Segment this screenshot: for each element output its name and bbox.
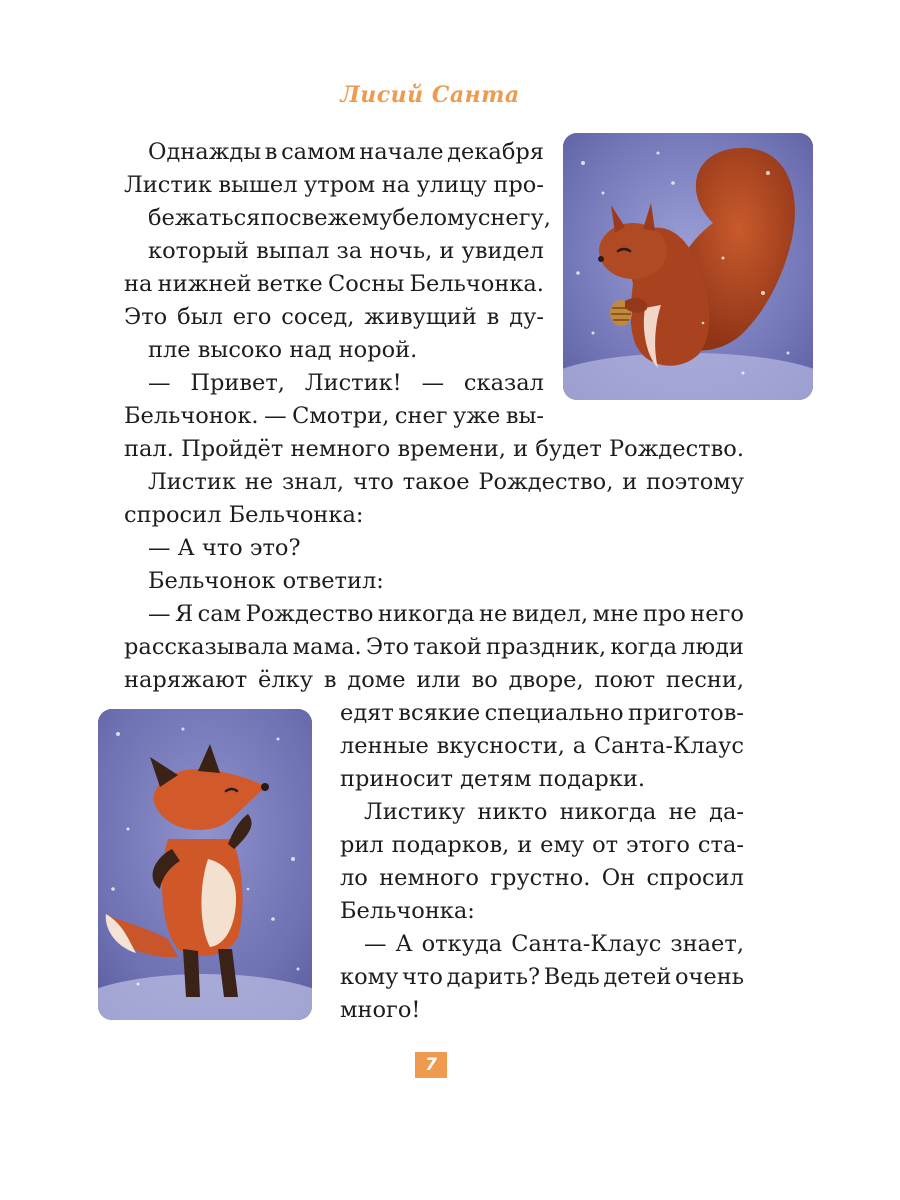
text-line	[148, 532, 300, 565]
text-line	[124, 268, 544, 301]
word: никогда	[377, 601, 475, 627]
word: праздник,	[485, 634, 607, 660]
word: вкусности,	[436, 733, 565, 759]
word: самом	[281, 139, 356, 165]
word: приготов-	[628, 700, 744, 726]
word: и	[622, 469, 638, 495]
word: ёлку	[258, 667, 313, 693]
word: спросил	[646, 865, 744, 891]
word: не	[479, 601, 508, 627]
word: Сосны	[327, 271, 405, 297]
word: — А что это?	[148, 535, 301, 561]
word: ста-	[697, 832, 744, 858]
word: немного	[290, 436, 391, 462]
word: живущий	[364, 304, 477, 330]
word: на	[381, 172, 411, 198]
word: в	[264, 139, 278, 165]
word: подарков,	[391, 832, 510, 858]
page-number: 7	[415, 1052, 447, 1078]
word: Он	[601, 865, 636, 891]
text-line	[148, 565, 400, 598]
word: утром	[304, 172, 376, 198]
word: —	[421, 370, 445, 396]
word: Это	[365, 634, 410, 660]
word: Бельчонок.	[124, 403, 259, 429]
word: едят	[340, 700, 394, 726]
word: про	[642, 601, 686, 627]
text-line	[364, 928, 744, 961]
word: Пройдёт	[181, 436, 284, 462]
word: Листик	[148, 469, 236, 495]
word: Ведь	[543, 964, 600, 990]
text-line	[124, 400, 544, 433]
word: кому	[340, 964, 399, 990]
word: сам	[197, 601, 242, 627]
word: не	[668, 799, 697, 825]
word: приносит детям подарки.	[340, 766, 646, 792]
word: наряжают	[124, 667, 248, 693]
word: Я	[174, 601, 194, 627]
word: не	[244, 469, 274, 495]
word: знает,	[670, 931, 744, 957]
word: него	[690, 601, 744, 627]
word: Бельчонка:	[340, 898, 475, 924]
word: Листик	[124, 172, 212, 198]
text-line	[340, 697, 744, 730]
text-line	[124, 664, 744, 697]
word: всякие	[398, 700, 481, 726]
text-line	[148, 202, 551, 235]
word: ленные	[340, 733, 429, 759]
word: откуда	[421, 931, 503, 957]
word: выпал	[256, 238, 330, 264]
word: такой	[413, 634, 482, 660]
word: грустно.	[490, 865, 591, 891]
word: вы-	[505, 403, 544, 429]
word: очень	[675, 964, 744, 990]
text-line	[148, 367, 544, 400]
word: мама.	[292, 634, 362, 660]
word: мне	[592, 601, 639, 627]
squirrel-with-pinecone-icon	[563, 133, 813, 400]
text-line	[340, 895, 475, 928]
squirrel-illustration	[563, 133, 813, 400]
text-line	[340, 862, 744, 895]
word: рассказывала	[124, 634, 289, 660]
word: дарить?	[446, 964, 541, 990]
word: начале	[359, 139, 444, 165]
word: Рождество.	[609, 436, 744, 462]
word: за	[336, 238, 363, 264]
word: —	[148, 370, 171, 396]
word: да-	[709, 799, 744, 825]
text-line	[364, 796, 744, 829]
word: пле высоко над норой.	[148, 337, 418, 363]
word: сказал	[463, 370, 544, 396]
word: его	[232, 304, 272, 330]
word: Листик!	[304, 370, 402, 396]
word: спросил Бельчонка:	[124, 502, 364, 528]
word: Привет,	[190, 370, 285, 396]
word: ему	[540, 832, 585, 858]
word: Санта-Клаус	[593, 733, 744, 759]
word: Рождество,	[478, 469, 614, 495]
word: поют	[594, 667, 656, 693]
word: рил	[340, 832, 384, 858]
word: что	[352, 469, 394, 495]
word: специально	[484, 700, 624, 726]
word: белому	[392, 205, 478, 231]
word: который	[148, 238, 249, 264]
running-title: Лисий Санта	[340, 82, 520, 108]
standing-fox-icon	[98, 709, 312, 1020]
text-line	[340, 994, 420, 1027]
word: что	[402, 964, 443, 990]
word: и	[513, 436, 529, 462]
text-line	[340, 829, 744, 862]
word: ду-	[509, 304, 544, 330]
text-line	[340, 961, 744, 994]
text-line	[124, 499, 370, 532]
word: А	[395, 931, 413, 957]
word: видел,	[511, 601, 589, 627]
word: про-	[493, 172, 544, 198]
word: на	[124, 271, 153, 297]
word: свежему	[289, 205, 393, 231]
word: улицу	[416, 172, 487, 198]
word: был	[177, 304, 223, 330]
word: Бельчонок ответил:	[148, 568, 384, 594]
word: вышел	[218, 172, 298, 198]
word: Однажды	[148, 139, 262, 165]
word: декабря	[447, 139, 544, 165]
word: нижней	[157, 271, 252, 297]
text-line	[124, 301, 544, 334]
word: уже	[453, 403, 501, 429]
word: бежаться	[148, 205, 261, 231]
word: снегу,	[477, 205, 551, 231]
word: во	[471, 667, 498, 693]
word: немного	[379, 865, 479, 891]
word: Смотри,	[292, 403, 390, 429]
word: дворе,	[508, 667, 584, 693]
text-line	[148, 136, 544, 169]
text-line	[148, 235, 544, 268]
text-line	[148, 466, 744, 499]
word: такое	[402, 469, 470, 495]
word: —	[264, 403, 287, 429]
word: этого	[626, 832, 690, 858]
word: поэтому	[646, 469, 744, 495]
word: Бельчонка.	[409, 271, 544, 297]
word: детей	[603, 964, 672, 990]
word: времени,	[397, 436, 506, 462]
word: песни,	[665, 667, 744, 693]
word: много!	[340, 997, 421, 1023]
word: знал,	[281, 469, 345, 495]
word: никогда	[559, 799, 657, 825]
text-line	[340, 730, 744, 763]
word: ночь,	[369, 238, 433, 264]
word: в	[323, 667, 337, 693]
word: доме	[347, 667, 406, 693]
word: по	[260, 205, 290, 231]
word: Это	[124, 304, 168, 330]
word: —	[148, 601, 171, 627]
word: снег	[394, 403, 448, 429]
word: сосед,	[281, 304, 355, 330]
word: Листику	[364, 799, 466, 825]
fox-illustration	[98, 709, 312, 1020]
text-line	[148, 334, 420, 367]
text-line	[124, 169, 544, 202]
word: увидел	[461, 238, 544, 264]
word: и	[517, 832, 533, 858]
word: люди	[681, 634, 744, 660]
word: когда	[610, 634, 677, 660]
text-line	[340, 763, 646, 796]
text-line	[148, 598, 744, 631]
word: ло	[340, 865, 368, 891]
word: будет	[535, 436, 602, 462]
word: Рождество	[245, 601, 374, 627]
word: в	[486, 304, 500, 330]
word: от	[592, 832, 619, 858]
word: и	[439, 238, 455, 264]
word: —	[364, 931, 387, 957]
word: пал.	[124, 436, 174, 462]
text-line	[124, 433, 744, 466]
word: а	[572, 733, 587, 759]
word: ветке	[256, 271, 323, 297]
text-line	[124, 631, 744, 664]
word: Санта-Клаус	[511, 931, 662, 957]
word: никто	[477, 799, 548, 825]
word: или	[416, 667, 461, 693]
